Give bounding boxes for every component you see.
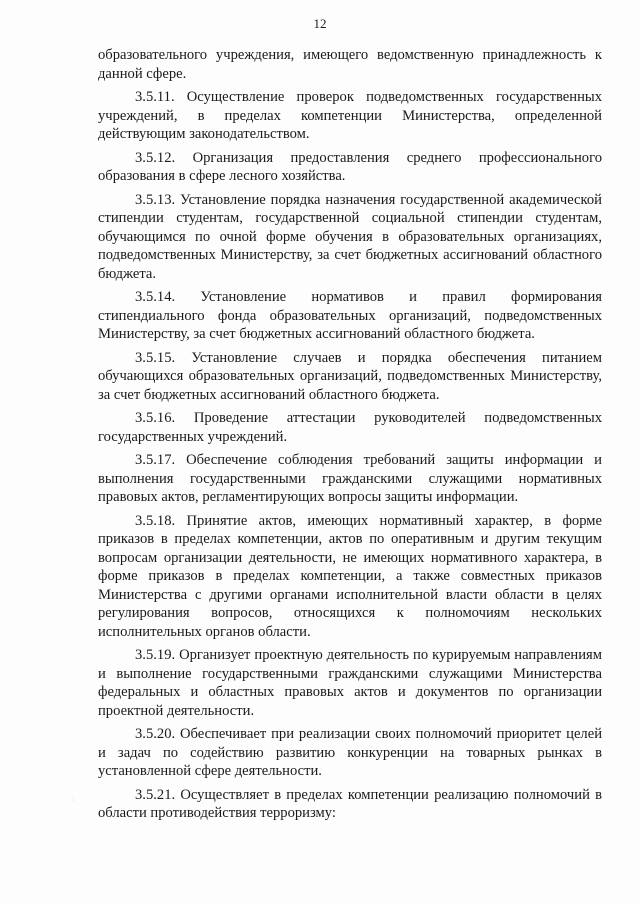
paragraph-3-5-12: 3.5.12. Организация предоставления среднего профессионального образования в сфере лесного хозяйства. xyxy=(98,149,602,184)
page-number: 12 xyxy=(313,16,327,31)
paragraph-3-5-15: 3.5.15. Установление случаев и порядка обеспечения питанием обучающихся образовательных организаций, подведомственных Министерству, за счет бюджетных ассигнований областного бюджета. xyxy=(98,349,602,403)
paragraph-3-5-13: 3.5.13. Установление порядка назначения государственной академической стипендии студентам, государственной социальной стипендии студентам, обучающимся по очной форме обучения в образовательных организациях, подведомственных Министерству, за счет бюджетных ассигнований областного бюджета. xyxy=(98,191,602,282)
paragraph-3-5-19: 3.5.19. Организует проектную деятельность по курируемым направлениям и выполнение государственными гражданскими служащими Министерства федеральных и областных правовых актов и документов по организации проектной деятельности. xyxy=(98,647,602,719)
paragraph-3-5-17: 3.5.17. Обеспечение соблюдения требований защиты информации и выполнения государственными гражданскими служащими нормативных правовых актов, регламентирующих вопросы защиты информации. xyxy=(98,452,602,505)
paragraph-3-5-11: 3.5.11. Осуществление проверок подведомственных государственных учреждений, в пределах компетенции Министерства, определенной действующим законодательством. xyxy=(98,89,602,142)
paragraph-3-5-14: 3.5.14. Установление нормативов и правил формирования стипендиального фонда образовательных организаций, подведомственных Министерству, за счет бюджетных ассигнований областного бюджета. xyxy=(98,289,602,342)
paragraph-continuation: образовательного учреждения, имеющего ведомственную принадлежность к данной сфере. xyxy=(98,47,602,82)
scan-speck: · · xyxy=(72,795,74,804)
document-body xyxy=(98,46,602,828)
paragraph-3-5-21: 3.5.21. Осуществляет в пределах компетенции реализацию полномочий в области противодействия терроризму: xyxy=(98,786,602,821)
paragraph-3-5-18: 3.5.18. Принятие актов, имеющих нормативный характер, в форме приказов в пределах компетенции, актов по оперативным и другим текущим вопросам организации деятельности, не имеющих нормативного характера, в форме приказов в пределах компетенции, а также совместных приказов Министерства с другими органами исполнительной власти области в целях регулирования вопросов, относящихся к полномочиям нескольких исполнительных органов области. xyxy=(98,512,602,640)
paragraph-3-5-16: 3.5.16. Проведение аттестации руководителей подведомственных государственных учреждений. xyxy=(98,410,602,445)
paragraph-3-5-20: 3.5.20. Обеспечивает при реализации своих полномочий приоритет целей и задач по содействию развитию конкуренции на товарных рынках в установленной сфере деятельности. xyxy=(98,726,602,779)
